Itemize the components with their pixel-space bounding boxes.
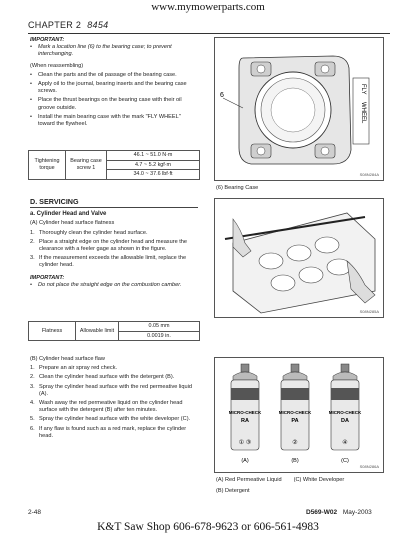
header-rule bbox=[28, 33, 390, 34]
step-text: Spray the cylinder head surface with the red permeative liquid (A). bbox=[39, 383, 192, 397]
allowable-limit-cell: Allowable limit bbox=[76, 322, 119, 341]
bearing-case-illustration bbox=[215, 38, 383, 180]
figure-code: S08N284A bbox=[359, 172, 379, 177]
flatness-steps bbox=[30, 230, 198, 270]
can-letter: (C) bbox=[341, 458, 349, 464]
fly-mark: FLY bbox=[360, 84, 366, 95]
step-item: 4. Wash away the red permeative liquid on the cylinder head surface with the detergent (B) after ten minutes. bbox=[30, 400, 183, 414]
can-code: PA bbox=[291, 418, 299, 424]
figure-code: S08N285A bbox=[359, 309, 379, 314]
bullet-item: • Clean the parts and the oil passage of the bearing case. bbox=[30, 72, 198, 79]
doc-code: D569-W02 bbox=[306, 509, 338, 516]
step-text: Clean the cylinder head surface with the detergent (B). bbox=[39, 374, 175, 381]
torque-item: Bearing case screw 1 bbox=[66, 151, 107, 180]
can-step-marks: ② bbox=[292, 440, 298, 446]
can-brand: MICRO-CHECK bbox=[228, 410, 262, 415]
site-url: www.mymowerparts.com bbox=[151, 1, 265, 13]
doc-info bbox=[306, 509, 372, 516]
step-text: Place a straight edge on the cylinder head and measure the clearance with a feeler gage as shown in the figure. bbox=[39, 238, 188, 253]
flatness-value-in: 0.0019 in. bbox=[119, 331, 200, 341]
torque-value-nm: 46.1 ~ 51.0 N·m bbox=[107, 151, 200, 161]
torque-label: Tightening torque bbox=[29, 151, 66, 180]
flatness-label-cell: Flatness bbox=[29, 322, 76, 341]
torque-value-kgf: 4.7 ~ 5.2 kgf·m bbox=[107, 160, 200, 170]
caption-a: (A) Red Permeative Liquid bbox=[216, 477, 282, 483]
flatness-table bbox=[28, 321, 200, 341]
spray-can-c bbox=[329, 364, 362, 464]
spray-cans-illustration bbox=[215, 358, 383, 472]
can-code: DA bbox=[341, 418, 349, 424]
flaw-instructions bbox=[30, 356, 198, 442]
can-letter: (B) bbox=[291, 458, 299, 464]
step-text: If the measurement exceeds the allowable limit, replace the cylinder head. bbox=[39, 255, 187, 269]
can-brand: MICRO-CHECK bbox=[278, 410, 312, 415]
bearing-instructions bbox=[30, 37, 198, 130]
important-note: • Do not place the straight edge on the combustion camber. bbox=[30, 282, 198, 289]
flatness-label: (A) Cylinder head surface flatness bbox=[30, 220, 115, 227]
torque-value-lbf: 34.0 ~ 37.6 lbf·ft bbox=[107, 170, 200, 180]
step-item: 2. Clean the cylinder head surface with the detergent (B). bbox=[30, 374, 175, 381]
bearing-case-caption: (6) Bearing Case bbox=[216, 185, 259, 191]
figure-code: S08N286A bbox=[359, 464, 379, 469]
subsection-title: a. Cylinder Head and Valve bbox=[30, 211, 107, 218]
step-item: 1. Thoroughly clean the cylinder head surface. bbox=[30, 229, 148, 236]
shop-contact: K&T Saw Shop 606-678-9623 or 606-561-4983 bbox=[97, 521, 319, 533]
step-item: 3. If the measurement exceeds the allowable limit, replace the cylinder head. bbox=[30, 255, 187, 269]
important-label: IMPORTANT: bbox=[30, 274, 65, 281]
can-step-marks: ④ bbox=[342, 440, 348, 446]
doc-date: May-2003 bbox=[342, 509, 372, 516]
important-note-list bbox=[30, 44, 198, 58]
step-item: 5. Spray the cylinder head surface with the white developer (C). bbox=[30, 416, 191, 423]
can-code: RA bbox=[241, 418, 249, 424]
can-letter: (A) bbox=[241, 458, 249, 464]
cylinder-head-illustration bbox=[215, 199, 383, 317]
reassembly-bullets bbox=[30, 72, 198, 128]
chapter-label: CHAPTER 2 bbox=[28, 20, 82, 30]
flatness-value-mm: 0.05 mm bbox=[119, 322, 200, 332]
step-text: Prepare an air spray red check. bbox=[39, 365, 118, 372]
cylinder-head-figure bbox=[214, 198, 384, 318]
torque-table bbox=[28, 150, 200, 180]
chapter-heading bbox=[28, 20, 108, 30]
spray-caption-row bbox=[216, 477, 344, 484]
spray-cans-figure bbox=[214, 357, 384, 473]
step-text: If any flaw is found such as a red mark, replace the cylinder head. bbox=[39, 425, 187, 439]
step-text: Wash away the red permeative liquid on the cylinder head surface with the detergent (B) after ten minutes. bbox=[39, 400, 183, 414]
bullet-item: • Install the main bearing case with the mark "FLY WHEEL" toward the flywheel. bbox=[30, 114, 198, 128]
step-item: 1. Prepare an air spray red check. bbox=[30, 365, 118, 372]
bullet-item: • Place the thrust bearings on the bearing case with their oil groove outside. bbox=[30, 97, 198, 111]
flaw-label: (B) Cylinder head surface flaw bbox=[30, 356, 105, 362]
caption-c: (C) White Developer bbox=[293, 477, 345, 483]
reassembling-label: (When reassembling) bbox=[30, 62, 84, 69]
section-title: D. SERVICING bbox=[30, 197, 79, 206]
step-item: 2. Place a straight edge on the cylinder head and measure the clearance with a feeler gage as shown in the figure. bbox=[30, 238, 188, 253]
step-item: 3. Spray the cylinder head surface with the red permeative liquid (A). bbox=[30, 383, 192, 397]
wheel-mark: WHEEL bbox=[360, 102, 366, 124]
flaw-steps bbox=[30, 365, 198, 440]
can-step-marks: ① ③ bbox=[238, 440, 252, 446]
page-number: 2-48 bbox=[28, 509, 42, 516]
bullet-item: • Apply oil to the journal, bearing inserts and the bearing case screws. bbox=[30, 81, 198, 95]
step-text: Thoroughly clean the cylinder head surface. bbox=[39, 229, 148, 236]
important-note-list bbox=[30, 282, 198, 289]
model-number: 8454 bbox=[87, 20, 109, 30]
spray-can-a bbox=[229, 364, 262, 464]
step-text: Spray the cylinder head surface with the white developer (C). bbox=[39, 416, 191, 423]
spray-can-b bbox=[279, 364, 312, 464]
caption-b: (B) Detergent bbox=[216, 488, 250, 494]
important-label: IMPORTANT: bbox=[30, 37, 65, 43]
important-note: • Mark a location line (6) to the bearing case; to prevent interchanging. bbox=[30, 44, 198, 58]
servicing-section bbox=[30, 198, 198, 291]
can-brand: MICRO-CHECK bbox=[328, 410, 362, 415]
bearing-case-figure bbox=[214, 37, 384, 181]
step-item: 6. If any flaw is found such as a red mark, replace the cylinder head. bbox=[30, 425, 187, 439]
callout-6: 6 bbox=[220, 92, 224, 99]
